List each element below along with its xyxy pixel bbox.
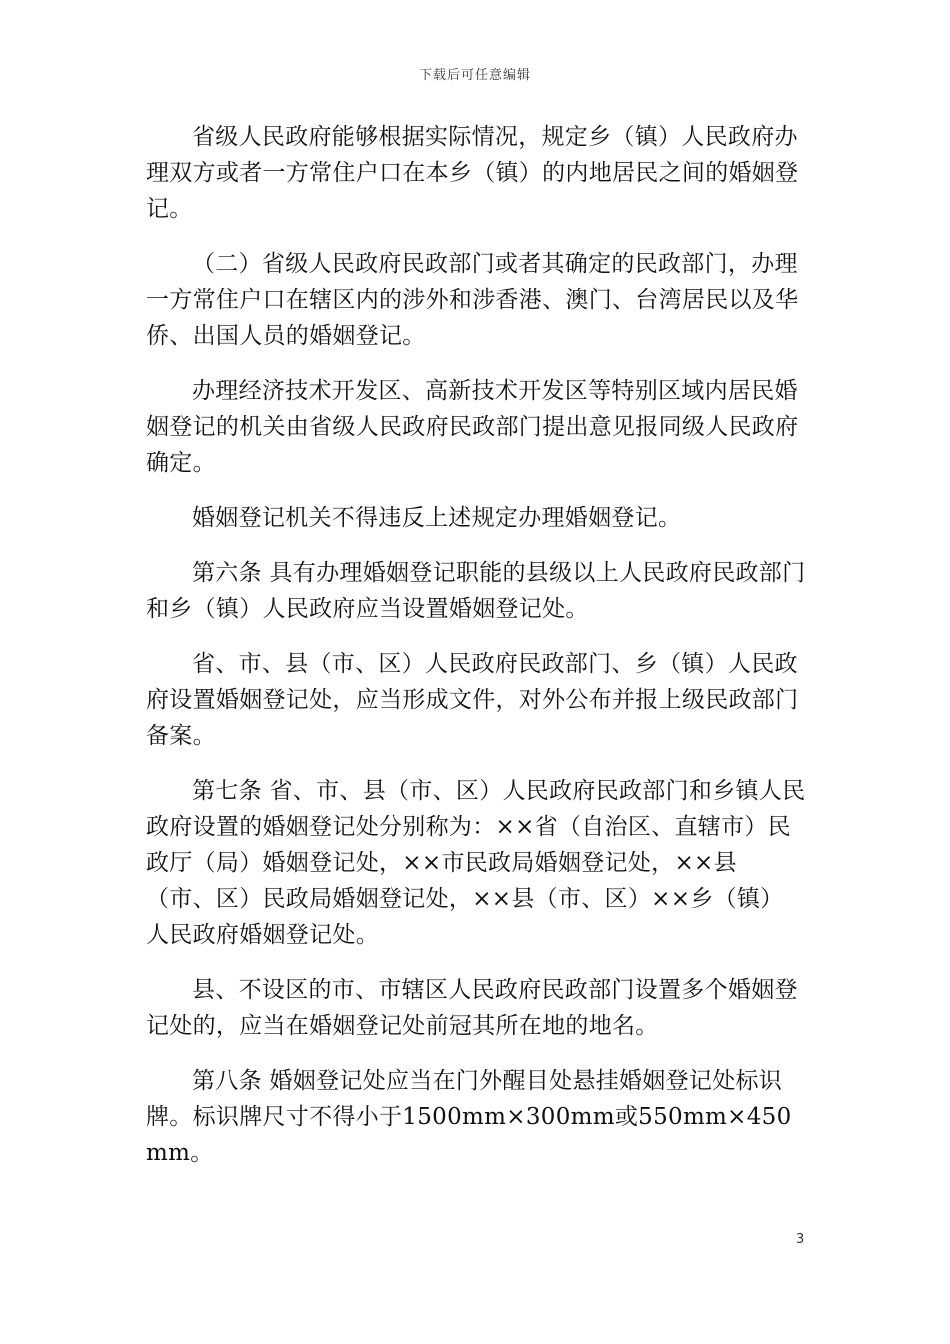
paragraph: 婚姻登记机关不得违反上述规定办理婚姻登记。 [192, 505, 682, 531]
paragraph: 办理经济技术开发区、高新技术开发区等特别区域内居民婚姻登记的机关由省级人民政府民政部门提出意见报同级人民政府确定。 [146, 378, 799, 476]
page-header: 下载后可任意编辑 [418, 68, 531, 83]
paragraph: 第八条 婚姻登记处应当在门外醒目处悬挂婚姻登记处标识牌。标识牌尺寸不得小于1500mm×300mm或550mm×450mm。 [146, 1068, 792, 1166]
document-body [146, 119, 806, 1190]
paragraph: 第六条 具有办理婚姻登记职能的县级以上人民政府民政部门和乡（镇）人民政府应当设置婚姻登记处。 [146, 560, 806, 622]
paragraph: （二）省级人民政府民政部门或者其确定的民政部门，办理一方常住户口在辖区内的涉外和涉香港、澳门、台湾居民以及华侨、出国人员的婚姻登记。 [146, 251, 799, 349]
page-number: 3 [796, 1232, 805, 1247]
paragraph: 省级人民政府能够根据实际情况，规定乡（镇）人民政府办理双方或者一方常住户口在本乡（镇）的内地居民之间的婚姻登记。 [146, 124, 799, 222]
paragraph: 省、市、县（市、区）人民政府民政部门、乡（镇）人民政府设置婚姻登记处，应当形成文件，对外公布并报上级民政部门备案。 [146, 651, 799, 749]
paragraph: 第七条 省、市、县（市、区）人民政府民政部门和乡镇人民政府设置的婚姻登记处分别称为：××省（自治区、直辖市）民政厅（局）婚姻登记处，××市民政局婚姻登记处，××县（市、区）民政局婚姻登记处，××县（市、区）××乡（镇）人民政府婚姻登记处。 [146, 778, 806, 948]
paragraph: 县、不设区的市、市辖区人民政府民政部门设置多个婚姻登记处的，应当在婚姻登记处前冠其所在地的地名。 [146, 977, 798, 1039]
